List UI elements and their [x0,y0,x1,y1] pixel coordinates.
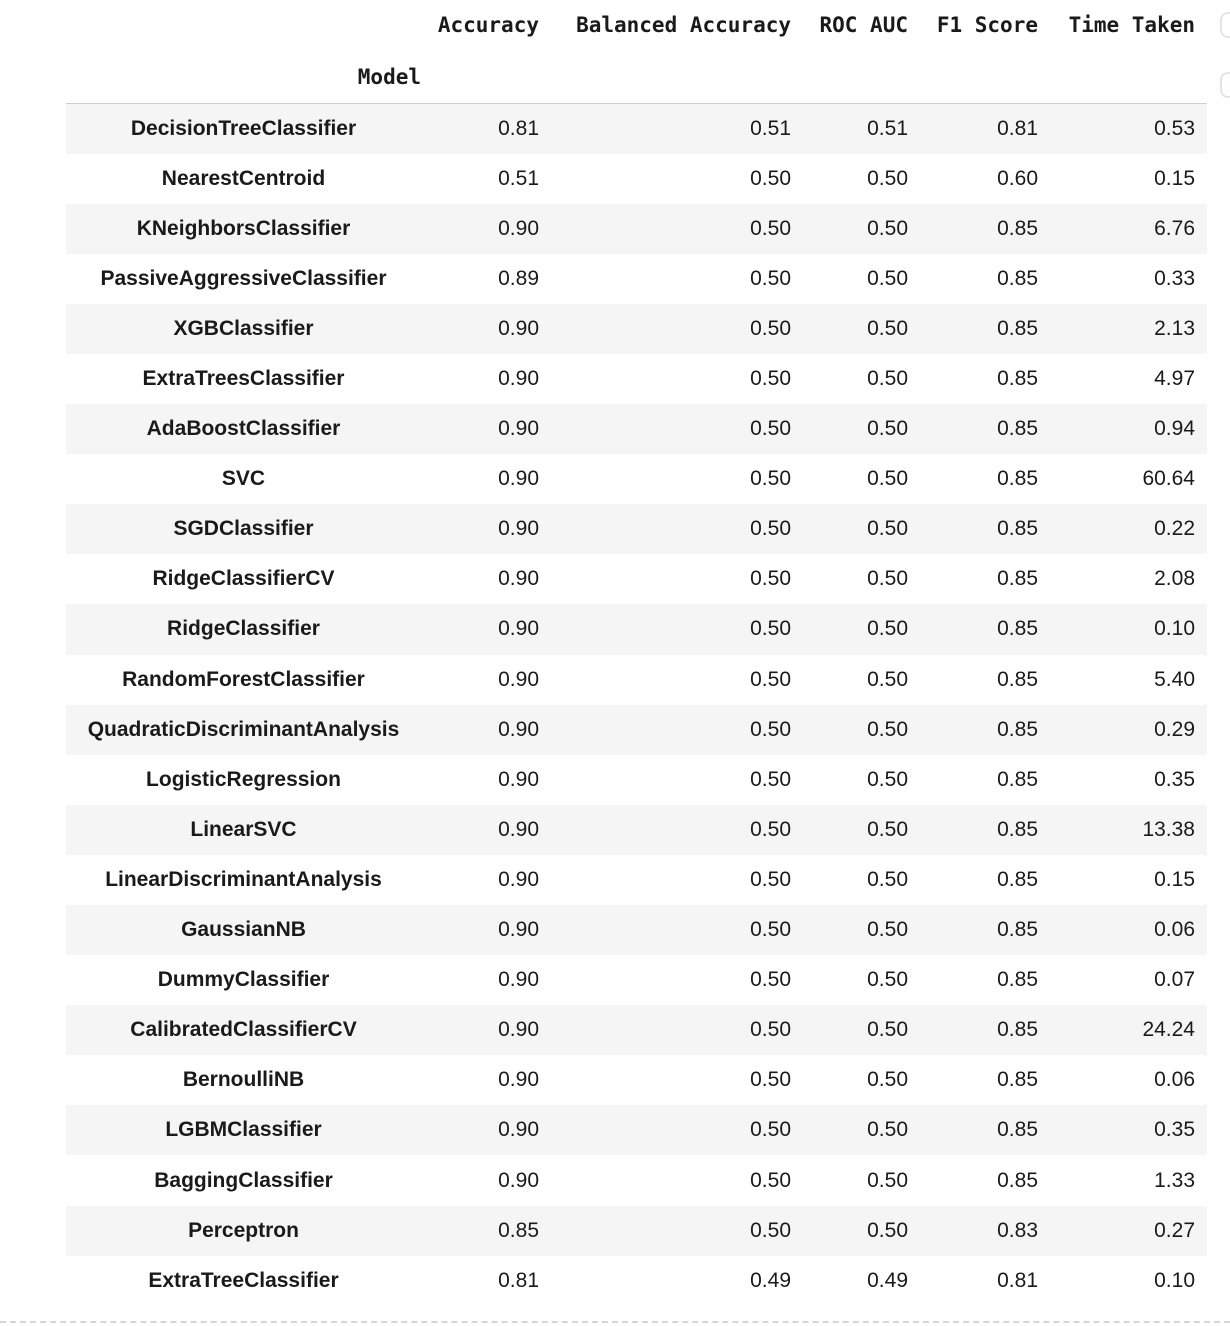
model-name-cell: LGBMClassifier [165,1118,322,1142]
table-row [66,504,1207,554]
table-row [66,1105,1207,1155]
accuracy-cell: 0.90 [498,817,539,841]
f1-score-cell: 0.85 [997,367,1038,391]
roc-auc-cell: 0.50 [867,1018,908,1042]
balanced-accuracy-cell: 0.50 [750,968,791,992]
model-name-cell: ExtraTreeClassifier [148,1268,339,1292]
f1-score-cell: 0.85 [997,817,1038,841]
model-name-cell: BernoulliNB [182,1068,305,1092]
roc-auc-cell: 0.50 [867,1168,908,1192]
roc-auc-cell: 0.50 [867,968,908,992]
time-taken-cell: 0.15 [1154,867,1195,891]
model-name-cell: XGBClassifier [173,316,314,340]
table-row [66,554,1207,604]
accuracy-cell: 0.90 [498,367,539,391]
time-taken-cell: 0.10 [1154,1268,1195,1292]
time-taken-cell: 1.33 [1154,1168,1195,1192]
balanced-accuracy-cell: 0.50 [750,417,791,441]
roc-auc-cell: 0.51 [867,116,908,140]
accuracy-cell: 0.89 [498,266,539,290]
accuracy-cell: 0.90 [498,867,539,891]
time-taken-cell: 0.94 [1154,417,1195,441]
column-header-time-taken: Time Taken [1068,13,1195,37]
balanced-accuracy-cell: 0.50 [750,316,791,340]
balanced-accuracy-cell: 0.51 [750,116,791,140]
f1-score-cell: 0.85 [997,968,1038,992]
time-taken-cell: 0.29 [1154,717,1195,741]
f1-score-cell: 0.85 [997,1118,1038,1142]
table-row [66,755,1207,805]
table-row [66,855,1207,905]
table-row [66,1055,1207,1105]
accuracy-cell: 0.90 [498,968,539,992]
accuracy-cell: 0.90 [498,1118,539,1142]
table-row [66,1256,1207,1306]
model-name-cell: SVC [221,467,266,491]
accuracy-cell: 0.90 [498,1168,539,1192]
table-row [66,955,1207,1005]
accuracy-cell: 0.85 [498,1218,539,1242]
roc-auc-cell: 0.50 [867,417,908,441]
table-row [66,354,1207,404]
balanced-accuracy-cell: 0.50 [750,1068,791,1092]
cell-divider [0,1321,1230,1323]
time-taken-cell: 6.76 [1154,216,1195,240]
f1-score-cell: 0.85 [997,567,1038,591]
column-header-accuracy: Accuracy [437,13,539,37]
balanced-accuracy-cell: 0.50 [750,1018,791,1042]
balanced-accuracy-cell: 0.50 [750,667,791,691]
balanced-accuracy-cell: 0.50 [750,617,791,641]
f1-score-cell: 0.85 [997,717,1038,741]
accuracy-cell: 0.90 [498,517,539,541]
scroll-indicator-icon [1220,72,1230,98]
model-name-cell: NearestCentroid [161,166,326,190]
table-row [66,104,1207,154]
table-row [66,1005,1207,1055]
time-taken-cell: 2.13 [1154,316,1195,340]
roc-auc-cell: 0.50 [867,918,908,942]
time-taken-cell: 4.97 [1154,367,1195,391]
f1-score-cell: 0.85 [997,467,1038,491]
time-taken-cell: 0.22 [1154,517,1195,541]
model-name-cell: RidgeClassifierCV [152,567,335,591]
balanced-accuracy-cell: 0.50 [750,1168,791,1192]
balanced-accuracy-cell: 0.49 [750,1268,791,1292]
index-name-row [66,50,1207,104]
f1-score-cell: 0.85 [997,667,1038,691]
roc-auc-cell: 0.49 [867,1268,908,1292]
accuracy-cell: 0.81 [498,1268,539,1292]
f1-score-cell: 0.83 [997,1218,1038,1242]
f1-score-cell: 0.85 [997,1068,1038,1092]
column-header-balanced-accuracy: Balanced Accuracy [576,13,791,37]
f1-score-cell: 0.81 [997,116,1038,140]
table-row [66,1206,1207,1256]
roc-auc-cell: 0.50 [867,817,908,841]
time-taken-cell: 0.35 [1154,1118,1195,1142]
table-row [66,905,1207,955]
f1-score-cell: 0.85 [997,316,1038,340]
balanced-accuracy-cell: 0.50 [750,367,791,391]
time-taken-cell: 0.06 [1154,918,1195,942]
f1-score-cell: 0.85 [997,918,1038,942]
balanced-accuracy-cell: 0.50 [750,867,791,891]
model-name-cell: LinearDiscriminantAnalysis [105,867,382,891]
balanced-accuracy-cell: 0.50 [750,918,791,942]
model-results-table [66,0,1207,1306]
model-name-cell: DummyClassifier [157,968,330,992]
accuracy-cell: 0.90 [498,567,539,591]
f1-score-cell: 0.85 [997,1018,1038,1042]
accuracy-cell: 0.51 [498,166,539,190]
roc-auc-cell: 0.50 [867,667,908,691]
accuracy-cell: 0.90 [498,1068,539,1092]
f1-score-cell: 0.85 [997,417,1038,441]
f1-score-cell: 0.85 [997,266,1038,290]
model-name-cell: Perceptron [188,1218,299,1242]
column-header-row [66,0,1207,50]
f1-score-cell: 0.85 [997,767,1038,791]
accuracy-cell: 0.90 [498,467,539,491]
table-row [66,204,1207,254]
time-taken-cell: 13.38 [1142,817,1195,841]
column-header-f1-score: F1 Score [936,13,1038,37]
roc-auc-cell: 0.50 [867,617,908,641]
index-name-label: Model [66,50,421,104]
accuracy-cell: 0.81 [498,116,539,140]
model-name-cell: RandomForestClassifier [122,667,365,691]
time-taken-cell: 0.33 [1154,266,1195,290]
table-row [66,154,1207,204]
model-name-cell: KNeighborsClassifier [136,216,351,240]
table-row [66,705,1207,755]
model-name-cell: CalibratedClassifierCV [130,1018,357,1042]
accuracy-cell: 0.90 [498,417,539,441]
model-name-cell: GaussianNB [181,918,306,942]
roc-auc-cell: 0.50 [867,367,908,391]
roc-auc-cell: 0.50 [867,567,908,591]
roc-auc-cell: 0.50 [867,867,908,891]
accuracy-cell: 0.90 [498,717,539,741]
accuracy-cell: 0.90 [498,216,539,240]
table-row [66,254,1207,304]
balanced-accuracy-cell: 0.50 [750,216,791,240]
index-corner-cell [66,0,421,50]
model-name-cell: RidgeClassifier [167,617,320,641]
time-taken-cell: 0.07 [1154,968,1195,992]
table-row [66,805,1207,855]
f1-score-cell: 0.81 [997,1268,1038,1292]
table-row [66,604,1207,654]
model-name-cell: AdaBoostClassifier [146,417,341,441]
balanced-accuracy-cell: 0.50 [750,517,791,541]
table-row [66,404,1207,454]
model-name-cell: BaggingClassifier [154,1168,333,1192]
time-taken-cell: 0.15 [1154,166,1195,190]
time-taken-cell: 0.10 [1154,617,1195,641]
model-name-cell: LogisticRegression [146,767,341,791]
roc-auc-cell: 0.50 [867,1118,908,1142]
model-name-cell: SGDClassifier [173,517,314,541]
roc-auc-cell: 0.50 [867,266,908,290]
scroll-indicator-icon [1220,12,1230,38]
accuracy-cell: 0.90 [498,918,539,942]
time-taken-cell: 0.27 [1154,1218,1195,1242]
roc-auc-cell: 0.50 [867,467,908,491]
roc-auc-cell: 0.50 [867,166,908,190]
time-taken-cell: 2.08 [1154,567,1195,591]
balanced-accuracy-cell: 0.50 [750,467,791,491]
column-header-roc-auc: ROC AUC [819,13,908,37]
table-row [66,655,1207,705]
table-row [66,304,1207,354]
model-name-cell: QuadraticDiscriminantAnalysis [87,717,400,741]
table-body [66,104,1207,1306]
time-taken-cell: 24.24 [1142,1018,1195,1042]
f1-score-cell: 0.85 [997,617,1038,641]
table-row [66,1155,1207,1205]
roc-auc-cell: 0.50 [867,717,908,741]
accuracy-cell: 0.90 [498,767,539,791]
f1-score-cell: 0.85 [997,867,1038,891]
f1-score-cell: 0.85 [997,517,1038,541]
balanced-accuracy-cell: 0.50 [750,767,791,791]
balanced-accuracy-cell: 0.50 [750,567,791,591]
balanced-accuracy-cell: 0.50 [750,717,791,741]
f1-score-cell: 0.60 [997,166,1038,190]
model-name-cell: ExtraTreesClassifier [142,367,345,391]
time-taken-cell: 5.40 [1154,667,1195,691]
model-name-cell: DecisionTreeClassifier [130,116,357,140]
balanced-accuracy-cell: 0.50 [750,817,791,841]
accuracy-cell: 0.90 [498,1018,539,1042]
accuracy-cell: 0.90 [498,617,539,641]
balanced-accuracy-cell: 0.50 [750,166,791,190]
roc-auc-cell: 0.50 [867,1218,908,1242]
accuracy-cell: 0.90 [498,316,539,340]
f1-score-cell: 0.85 [997,1168,1038,1192]
time-taken-cell: 0.53 [1154,116,1195,140]
f1-score-cell: 0.85 [997,216,1038,240]
model-name-cell: LinearSVC [190,817,297,841]
accuracy-cell: 0.90 [498,667,539,691]
roc-auc-cell: 0.50 [867,216,908,240]
time-taken-cell: 0.35 [1154,767,1195,791]
roc-auc-cell: 0.50 [867,767,908,791]
time-taken-cell: 60.64 [1142,467,1195,491]
balanced-accuracy-cell: 0.50 [750,1218,791,1242]
roc-auc-cell: 0.50 [867,1068,908,1092]
roc-auc-cell: 0.50 [867,316,908,340]
roc-auc-cell: 0.50 [867,517,908,541]
model-name-cell: PassiveAggressiveClassifier [100,266,387,290]
balanced-accuracy-cell: 0.50 [750,1118,791,1142]
time-taken-cell: 0.06 [1154,1068,1195,1092]
balanced-accuracy-cell: 0.50 [750,266,791,290]
table-row [66,454,1207,504]
